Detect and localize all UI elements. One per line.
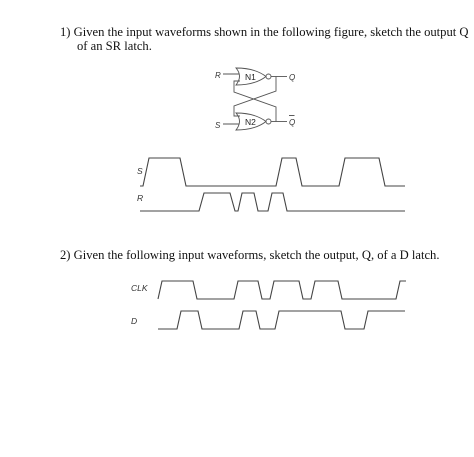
input-r-label: R xyxy=(215,71,221,80)
sr-latch-diagram xyxy=(215,68,295,130)
s-waveform xyxy=(140,158,405,186)
question-1-line-2: of an SR latch. xyxy=(77,39,152,53)
d-waveform xyxy=(158,311,405,329)
clk-waveform xyxy=(158,281,406,299)
output-q-label: Q xyxy=(289,73,296,82)
nor-gate-n1-bubble xyxy=(266,74,271,79)
question-1-line-1: 1) Given the input waveforms shown in the following figure, sketch the output Q xyxy=(60,25,469,39)
clk-wave-label: CLK xyxy=(131,283,148,293)
input-s-label: S xyxy=(215,121,221,130)
output-qbar-label: Q xyxy=(289,118,296,127)
sr-waveforms xyxy=(137,158,405,211)
d-wave-label: D xyxy=(131,316,138,326)
gate-n2-label: N2 xyxy=(245,117,256,127)
r-wave-label: R xyxy=(137,193,144,203)
r-waveform xyxy=(140,193,405,211)
question-2-line-1: 2) Given the following input waveforms, sketch the output, Q, of a D latch. xyxy=(60,248,440,262)
gate-n1-label: N1 xyxy=(245,72,256,82)
s-wave-label: S xyxy=(137,166,143,176)
d-latch-waveforms xyxy=(131,281,406,329)
nor-gate-n2-bubble xyxy=(266,119,271,124)
